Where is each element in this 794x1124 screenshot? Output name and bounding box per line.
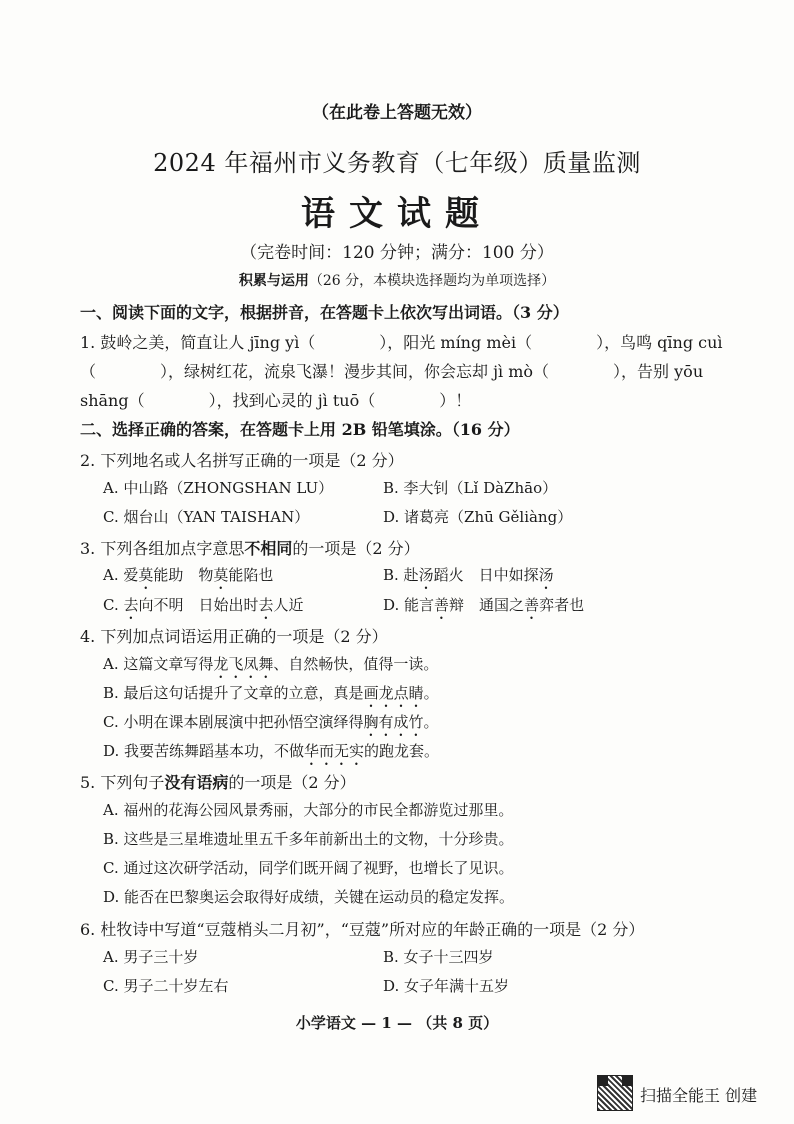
q2-option-d: D. 诸葛亮（Zhū Gěliàng） — [383, 508, 573, 526]
text: D. 能言 — [383, 596, 435, 614]
q6-option-b: B. 女子十三四岁 — [383, 948, 494, 966]
q2-stem: 2. 下列地名或人名拼写正确的一项是（2 分） — [80, 451, 404, 470]
q4-option-d — [103, 740, 439, 769]
q5-option-c: C. 通过这次研学活动，同学们既开阔了视野，也增长了见识。 — [103, 859, 514, 877]
q3-option-c — [103, 594, 304, 623]
text: 人近 — [273, 596, 304, 614]
dotted-phrase: 华而无实 — [304, 742, 365, 760]
q3-stem-post: 的一项是（2 分） — [292, 539, 420, 558]
q6-option-a: A. 男子三十岁 — [103, 948, 199, 966]
text: 弈者也 — [539, 596, 585, 614]
text: A. 爱 — [103, 566, 139, 584]
q4-stem: 4. 下列加点词语运用正确的一项是（2 分） — [80, 627, 388, 646]
q2-option-a: A. 中山路（ZHONGSHAN LU） — [103, 479, 334, 497]
exam-title: 2024 年福州市义务教育（七年级）质量监测 — [153, 149, 641, 177]
dotted-phrase: 龙飞凤舞 — [213, 655, 274, 673]
text: 向不明 日始出时 — [138, 596, 259, 614]
q1-line2: （ ），绿树红花，流泉飞瀑！漫步其间，你会忘却 jì mò（ ），告别 yōu — [80, 362, 704, 381]
text: 辩 通国之 — [449, 596, 525, 614]
dotted-char: 汤 — [418, 566, 434, 584]
text: C. 小明在课本剧展演中把孙悟空演绎得 — [103, 713, 364, 731]
q5-option-d: D. 能否在巴黎奥运会取得好成绩，关键在运动员的稳定发挥。 — [103, 888, 515, 906]
section1-heading: 一、阅读下面的文字，根据拼音，在答题卡上依次写出词语。（3 分） — [80, 303, 569, 322]
text: D. 我要苦练舞蹈基本功，不做 — [103, 742, 305, 760]
text: 能陷也 — [228, 566, 274, 584]
dotted-char: 莫 — [213, 566, 229, 584]
q3-stem-bold: 不相同 — [244, 539, 293, 558]
text: C. — [103, 596, 124, 614]
dotted-char: 汤 — [538, 566, 554, 584]
module-label: 积累与运用 — [238, 273, 309, 289]
q5-stem-pre: 5. 下列句子 — [80, 773, 165, 792]
q4-option-a — [103, 653, 438, 682]
q4-option-b — [103, 682, 439, 711]
dotted-char: 善 — [434, 596, 450, 614]
q4-option-c — [103, 711, 439, 740]
text: 能助 物 — [153, 566, 214, 584]
q5-option-a: A. 福州的花海公园风景秀丽，大部分的市民全都游览过那里。 — [103, 801, 514, 819]
q6-option-c: C. 男子二十岁左右 — [103, 977, 229, 995]
qr-code-icon — [597, 1075, 633, 1111]
q3-stem-pre: 3. 下列各组加点字意思 — [80, 539, 245, 558]
text: 蹈火 日中如探 — [433, 566, 539, 584]
q3-stem — [80, 536, 420, 559]
text: 。 — [423, 713, 439, 731]
scanner-watermark: 扫描全能王 创建 — [640, 1086, 758, 1105]
dotted-char: 去 — [123, 596, 139, 614]
q2-option-b: B. 李大钊（Lǐ DàZhāo） — [383, 479, 558, 497]
dotted-char: 去 — [258, 596, 274, 614]
q5-stem-post: 的一项是（2 分） — [228, 773, 356, 792]
q3-option-b — [383, 564, 554, 593]
dotted-char: 莫 — [138, 566, 154, 584]
dotted-char: 善 — [524, 596, 540, 614]
module-note: （26 分，本模块选择题均为单项选择） — [308, 273, 556, 289]
invalid-note: （在此卷上答题无效） — [312, 103, 482, 123]
text: 。 — [423, 684, 439, 702]
q1-line3: shāng（ ），找到心灵的 jì tuō（ ）！ — [80, 391, 472, 410]
subject-title: 语文试题 — [301, 194, 493, 234]
text: A. 这篇文章写得 — [103, 655, 214, 673]
section2-heading: 二、选择正确的答案，在答题卡上用 2B 铅笔填涂。（16 分） — [80, 420, 520, 439]
q6-stem: 6. 杜牧诗中写道“豆蔻梢头二月初”，“豆蔻”所对应的年龄正确的一项是（2 分） — [80, 920, 645, 939]
q3-option-d — [383, 594, 584, 623]
q5-stem-bold: 没有语病 — [164, 773, 229, 792]
q6-option-d: D. 女子年满十五岁 — [383, 977, 510, 995]
module-heading — [0, 270, 794, 290]
text: B. 赴 — [383, 566, 419, 584]
q5-stem — [80, 770, 356, 793]
text: 、自然畅快，值得一读。 — [273, 655, 439, 673]
q2-option-c: C. 烟台山（YAN TAISHAN） — [103, 508, 310, 526]
q5-option-b: B. 这些是三星堆遗址里五千多年前新出土的文物，十分珍贵。 — [103, 830, 514, 848]
page-footer: 小学语文 — 1 — （共 8 页） — [295, 1014, 499, 1032]
q1-line1: 1. 鼓岭之美，简直让人 jīng yì（ ），阳光 míng mèi（ ），鸟鸣 qīng cuì — [80, 333, 723, 352]
time-info: （完卷时间：120 分钟；满分：100 分） — [240, 243, 554, 263]
text: 的跑龙套。 — [364, 742, 440, 760]
q3-option-a — [103, 564, 273, 593]
text: B. 最后这句话提升了文章的立意，真是 — [103, 684, 364, 702]
dotted-phrase: 画龙点睛 — [363, 684, 424, 702]
dotted-phrase: 胸有成竹 — [363, 713, 424, 731]
